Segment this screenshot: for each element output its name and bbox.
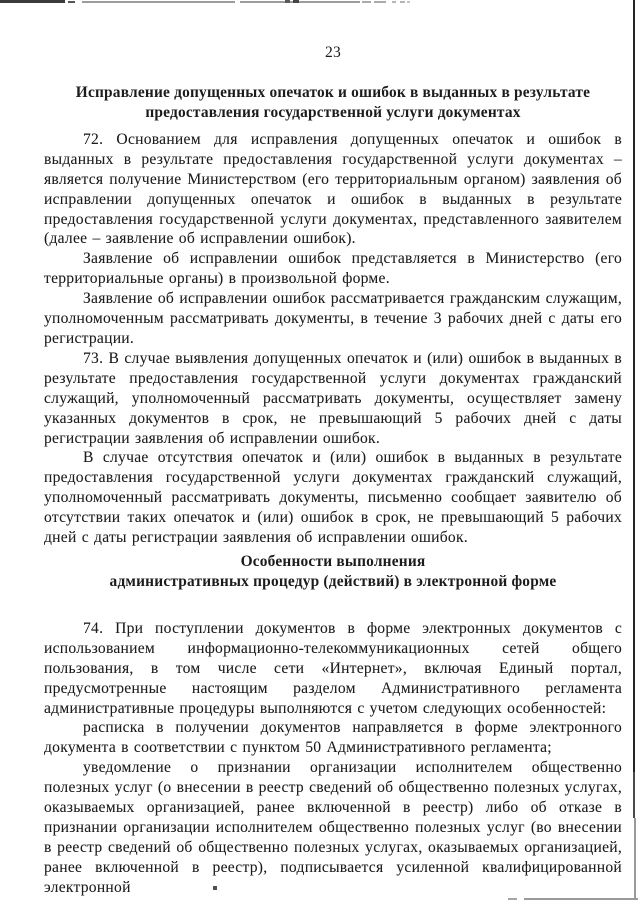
paragraph-74-receipt: расписка в получении документов направляется в форме электронного документа в соответствии с пунктом 50 Административного регламента; [44, 719, 622, 757]
paragraph-73: 73. В случае выявления допущенных опечаток и (или) ошибок в выданных в результате предоставления государственной услуги документах гражданский служащий, уполномоченный рассматривать документы, осуществляет замену указанных документов в срок, не превышающий 5 рабочих дней с даты регистрации заявления об исправлении ошибок. [44, 349, 622, 447]
heading-line: предоставления государственной услуги документах [145, 103, 521, 121]
paragraph-74-notification: уведомление о признании организации исполнителем общественно полезных услуг (о внесении в реестр сведений об общественно полезных услугах, оказываемых организацией, ранее включенной в реестр) либо об отказе в признании организации исполнителем общественно полезных услуг (во внесении в реестр сведений об общественно полезных услугах, оказываемых организацией, ранее включенной в реестр), подписывается усиленной квалифицированной электронной [44, 759, 622, 896]
section-heading-corrections [44, 83, 622, 123]
paragraph-72: 72. Основанием для исправления допущенных опечаток и ошибок в выданных в результате предоставления государственной услуги документах – является получение Министерством (его территориальным органом) заявления об исправлении допущенных опечаток и ошибок в выданных в результате предоставления государственной услуги документах, представленного заявителем (далее – заявление об исправлении ошибок). [44, 130, 622, 248]
paragraph-72-review: Заявление об исправлении ошибок рассматривается гражданским служащим, уполномоченным рассматривать документы, в течение 3 рабочих дней с даты его регистрации. [44, 290, 622, 347]
scan-artifact-bottom-edge [524, 898, 638, 900]
page-number: 23 [324, 44, 342, 61]
heading-line: административных процедур (действий) в электронной форме [109, 572, 557, 590]
heading-line: Исправление допущенных опечаток и ошибок в выданных в результате [75, 83, 591, 101]
heading-line: Особенности выполнения [240, 552, 426, 570]
paragraph-74: 74. При поступлении документов в форме электронных документов с использованием информационно-телекоммуникационных сетей общего пользования, в том числе сети «Интернет», включая Единый портал, предусмотренные настоящим разделом Административного регламента административные процедуры выполняются с учетом следующих особенностей: [44, 619, 622, 717]
paragraph-72-submission: Заявление об исправлении ошибок представляется в Министерство (его территориальные органы) в произвольной форме. [44, 250, 622, 288]
scan-artifact-bottom-edge [508, 898, 517, 900]
paragraph-73-absence: В случае отсутствия опечаток и (или) ошибок в выданных в результате предоставления государственной услуги документах гражданский служащий, уполномоченный рассматривать документы, письменно сообщает заявителю об отсутствии таких опечаток и (или) ошибок в срок, не превышающий 5 рабочих дней с даты регистрации заявления об исправлении ошибок. [44, 449, 622, 547]
section-heading-electronic [44, 552, 622, 592]
